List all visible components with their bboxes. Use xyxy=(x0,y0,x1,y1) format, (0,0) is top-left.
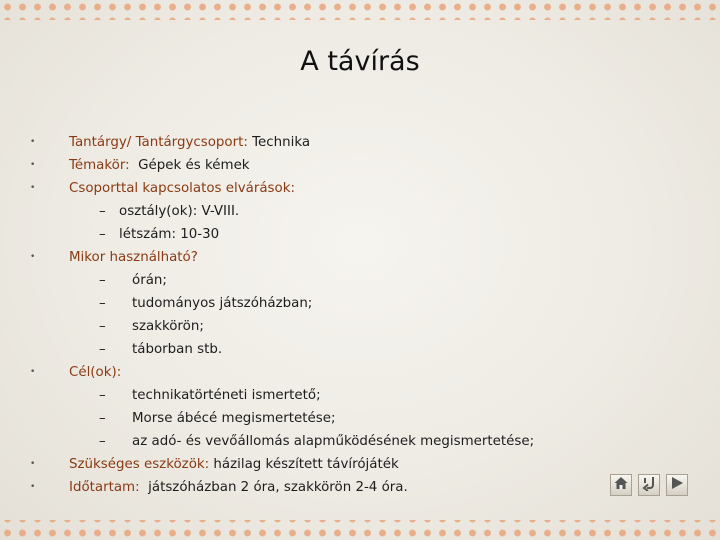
sub-item-text: létszám: 10-30 xyxy=(119,227,220,242)
bullet-marker: • xyxy=(30,137,36,147)
return-icon xyxy=(641,475,657,495)
return-button[interactable] xyxy=(638,474,660,496)
bullet-tools xyxy=(30,453,650,476)
next-button[interactable] xyxy=(666,474,688,496)
sub-item-text: órán; xyxy=(132,273,167,288)
next-icon xyxy=(669,475,685,495)
navigation-bar xyxy=(610,474,688,496)
sub-item xyxy=(30,315,650,338)
bullet-marker: • xyxy=(30,183,36,193)
bottom-dot-border xyxy=(0,520,720,540)
sub-item xyxy=(30,269,650,292)
tools-label: Szükséges eszközök: xyxy=(69,457,210,472)
sub-item-text: osztály(ok): V-VIII. xyxy=(119,204,240,219)
group-requirements-label: Csoporttal kapcsolatos elvárások: xyxy=(69,181,295,196)
sub-item xyxy=(30,430,650,453)
home-button[interactable] xyxy=(610,474,632,496)
sub-item xyxy=(30,223,650,246)
tools-value: házilag készített távírójáték xyxy=(209,457,399,472)
subject-value: Technika xyxy=(247,135,311,150)
bullet-duration xyxy=(30,476,650,499)
slide-content xyxy=(30,131,650,499)
dash-marker: – xyxy=(99,388,106,403)
sub-item xyxy=(30,292,650,315)
slide-title: A távírás xyxy=(300,46,420,77)
dash-marker: – xyxy=(99,296,106,311)
dash-marker: – xyxy=(99,204,106,219)
sub-item xyxy=(30,384,650,407)
bullet-marker: • xyxy=(30,160,36,170)
sub-item-text: Morse ábécé megismertetése; xyxy=(132,411,336,426)
goals-label: Cél(ok): xyxy=(69,365,122,380)
bullet-subject xyxy=(30,131,650,154)
sub-item xyxy=(30,407,650,430)
sub-item-text: táborban stb. xyxy=(132,342,223,357)
dash-marker: – xyxy=(99,227,106,242)
duration-value: játszóházban 2 óra, szakkörön 2-4 óra. xyxy=(139,480,408,495)
sub-item-text: tudományos játszóházban; xyxy=(132,296,313,311)
sub-item-text: az adó- és vevőállomás alapműködésének megismertetése; xyxy=(132,434,535,449)
bullet-group-requirements xyxy=(30,177,650,200)
bullet-usage xyxy=(30,246,650,269)
bullet-marker: • xyxy=(30,367,36,377)
usage-label: Mikor használható? xyxy=(69,250,198,265)
subject-label: Tantárgy/ Tantárgycsoport: xyxy=(69,135,248,150)
bullet-goals xyxy=(30,361,650,384)
dash-marker: – xyxy=(99,319,106,334)
top-dot-border xyxy=(0,0,720,20)
sub-item-text: technikatörténeti ismertető; xyxy=(132,388,321,403)
bullet-marker: • xyxy=(30,252,36,262)
home-icon xyxy=(613,475,629,495)
bullet-marker: • xyxy=(30,459,36,469)
sub-item-text: szakkörön; xyxy=(132,319,204,334)
sub-item xyxy=(30,200,650,223)
bullet-marker: • xyxy=(30,482,36,492)
sub-item xyxy=(30,338,650,361)
topic-label: Témakör: xyxy=(69,158,130,173)
bullet-topic xyxy=(30,154,650,177)
duration-label: Időtartam: xyxy=(69,480,140,495)
dash-marker: – xyxy=(99,342,106,357)
dash-marker: – xyxy=(99,434,106,449)
topic-value: Gépek és kémek xyxy=(129,158,250,173)
dash-marker: – xyxy=(99,273,106,288)
dash-marker: – xyxy=(99,411,106,426)
